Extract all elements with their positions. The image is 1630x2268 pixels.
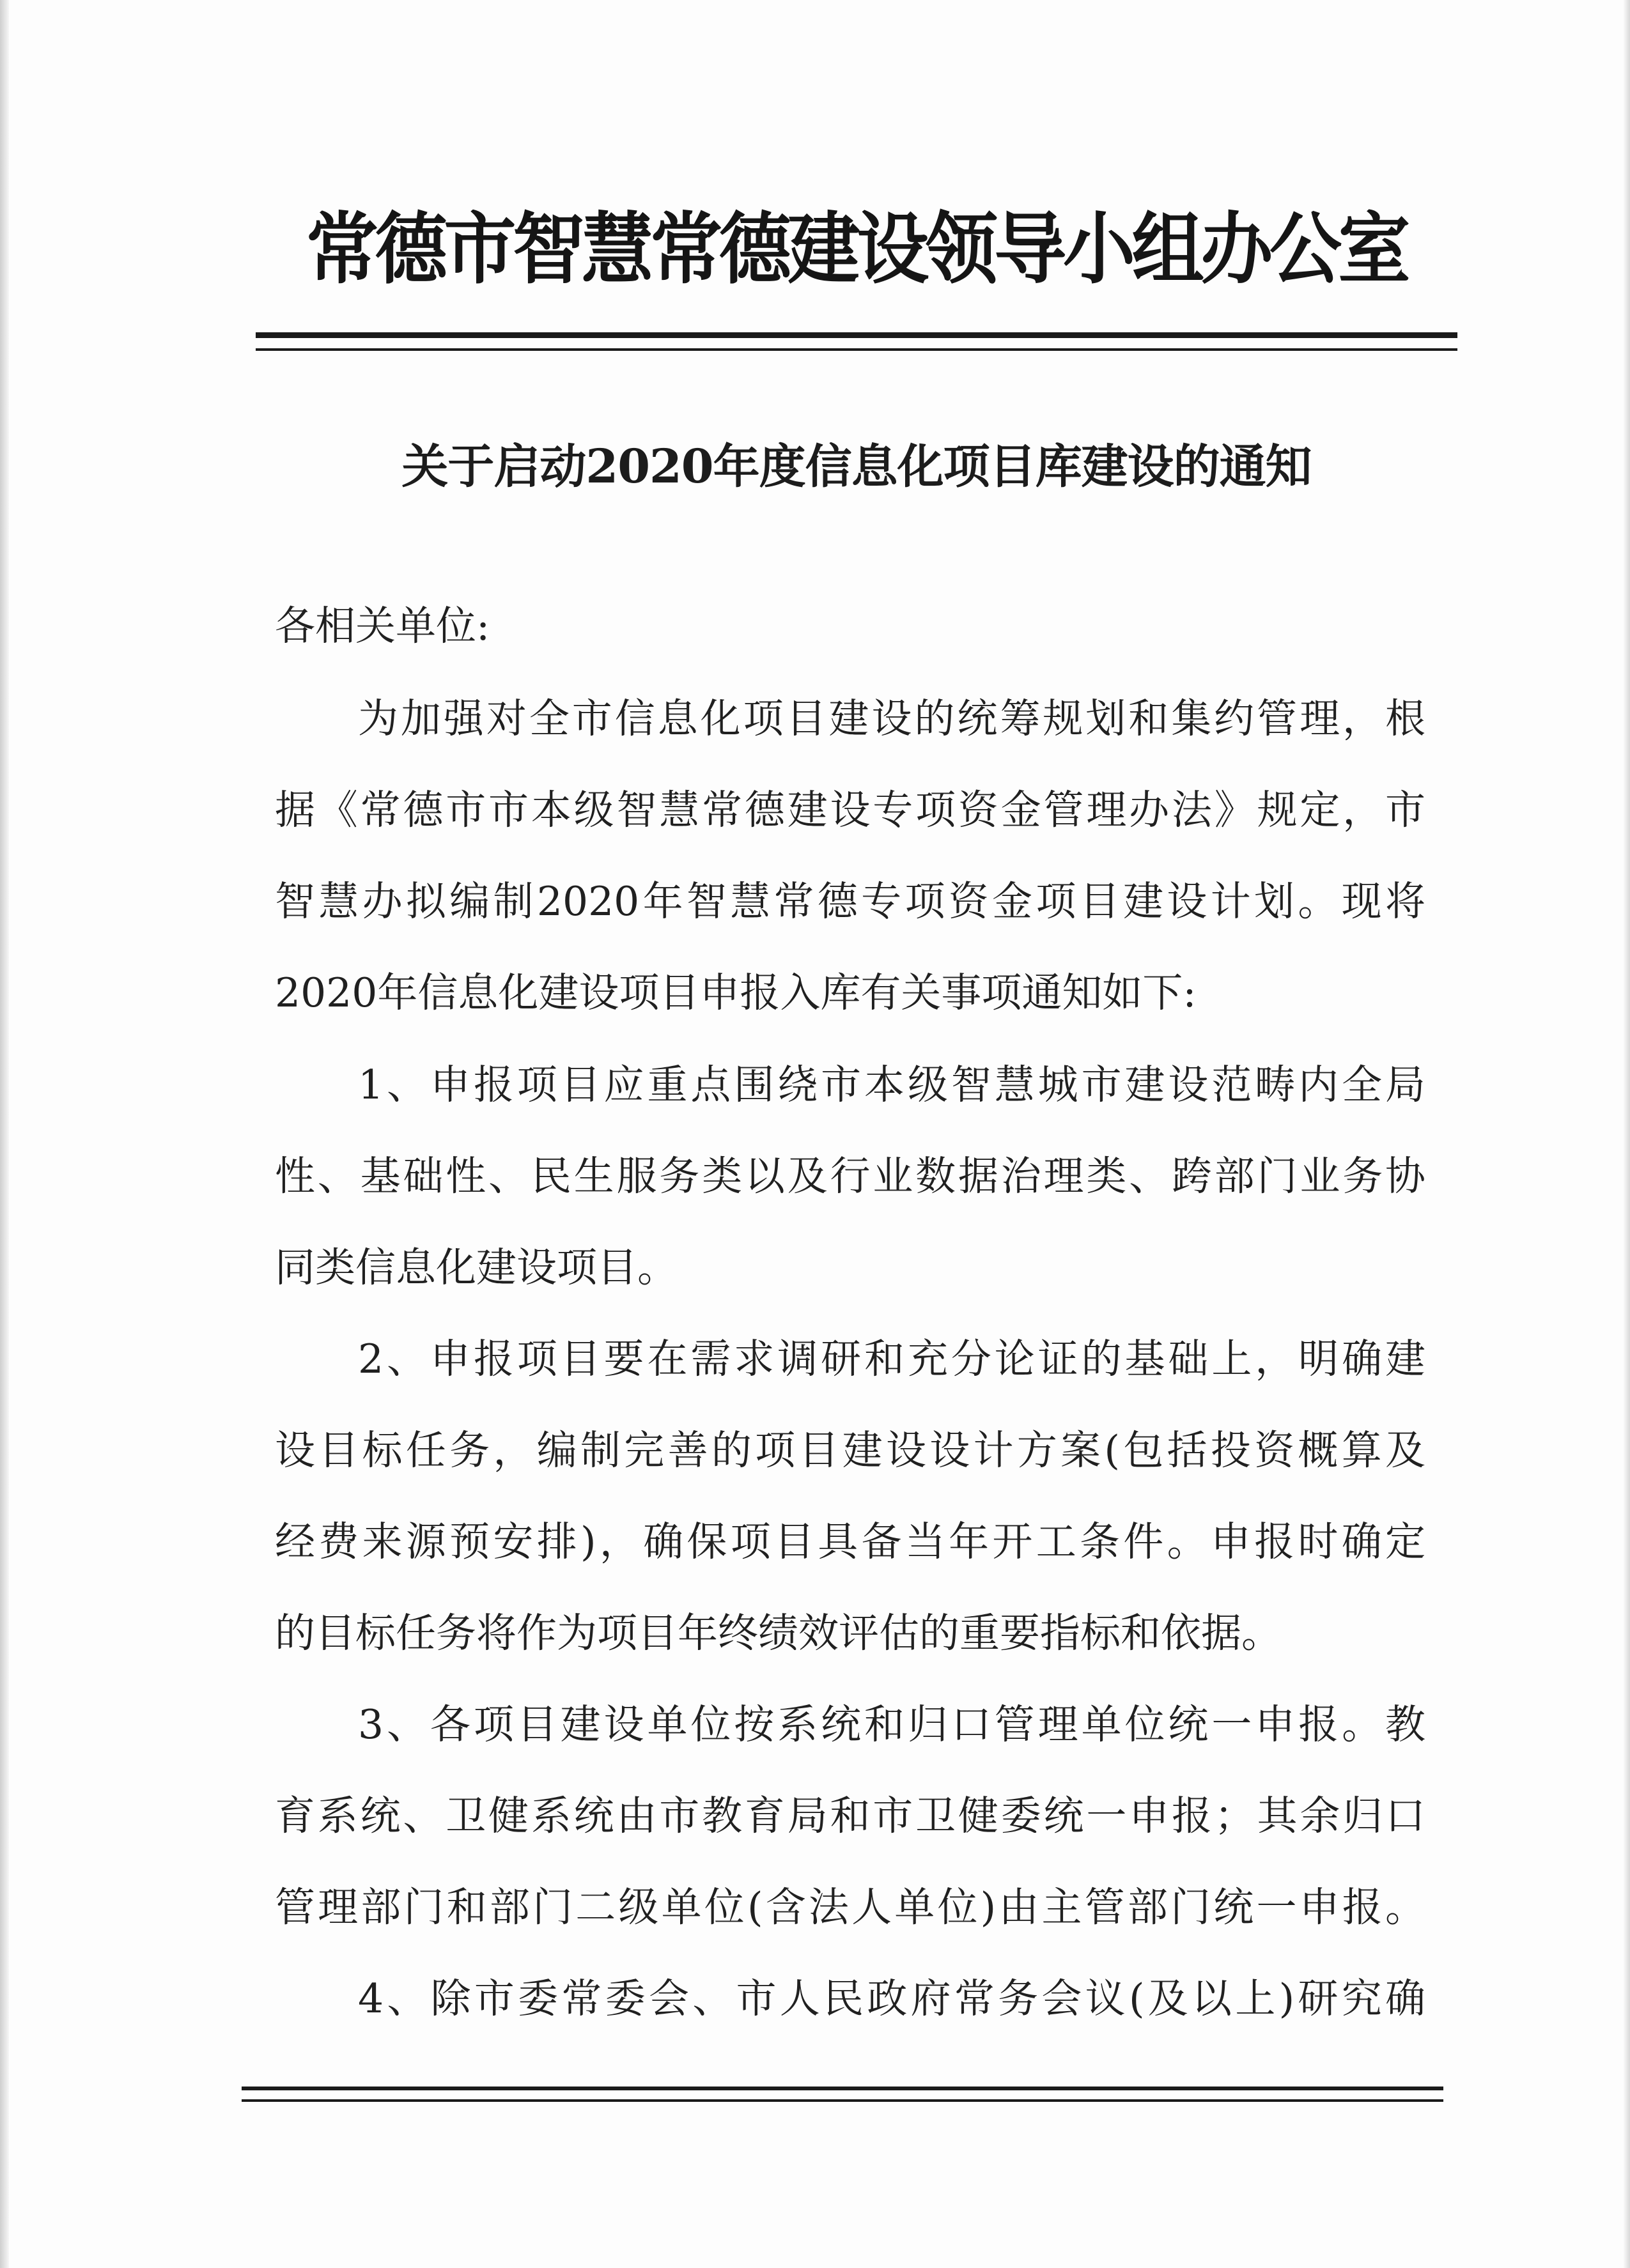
body-line-14: 管理部门和部门二级单位(含法人单位)由主管部门统一申报。 xyxy=(275,1884,1425,1931)
notice-title: 关于启动2020年度信息化项目库建设的通知 xyxy=(401,439,1312,494)
body-line-13: 育系统、卫健系统由市教育局和市卫健委统一申报；其余归口 xyxy=(275,1793,1425,1839)
body-line-5: 1、申报项目应重点围绕市本级智慧城市建设范畴内全局 xyxy=(358,1061,1425,1108)
body-line-15: 4、除市委常委会、市人民政府常务会议(及以上)研究确 xyxy=(358,1975,1425,2022)
scan-edge-right xyxy=(1624,0,1630,2268)
body-line-1: 为加强对全市信息化项目建设的统筹规划和集约管理，根 xyxy=(358,695,1425,742)
body-line-8: 2、申报项目要在需求调研和充分论证的基础上，明确建 xyxy=(358,1336,1425,1382)
body-line-9: 设目标任务，编制完善的项目建设设计方案(包括投资概算及 xyxy=(275,1427,1425,1474)
footer-rule-thick xyxy=(242,2087,1443,2090)
salutation: 各相关单位: xyxy=(275,603,490,649)
body-line-3: 智慧办拟编制2020年智慧常德专项资金项目建设计划。现将 xyxy=(275,878,1425,925)
letterhead-rule-thin xyxy=(256,348,1457,351)
body-line-6: 性、基础性、民生服务类以及行业数据治理类、跨部门业务协 xyxy=(275,1153,1425,1200)
body-line-2: 据《常德市市本级智慧常德建设专项资金管理办法》规定，市 xyxy=(275,787,1425,833)
letterhead-org-name: 常德市智慧常德建设领导小组办公室 xyxy=(306,203,1408,295)
letterhead-rule-thick xyxy=(256,332,1457,338)
scan-edge-left xyxy=(0,0,9,2268)
body-line-4: 2020年信息化建设项目申报入库有关事项通知如下: xyxy=(275,969,1197,1016)
body-line-7: 同类信息化建设项目。 xyxy=(275,1244,678,1291)
body-line-11: 的目标任务将作为项目年终绩效评估的重要指标和依据。 xyxy=(275,1610,1282,1656)
body-line-12: 3、各项目建设单位按系统和归口管理单位统一申报。教 xyxy=(358,1701,1425,1748)
footer-rule-thin xyxy=(242,2099,1443,2102)
body-line-10: 经费来源预安排)，确保项目具备当年开工条件。申报时确定 xyxy=(275,1518,1425,1565)
